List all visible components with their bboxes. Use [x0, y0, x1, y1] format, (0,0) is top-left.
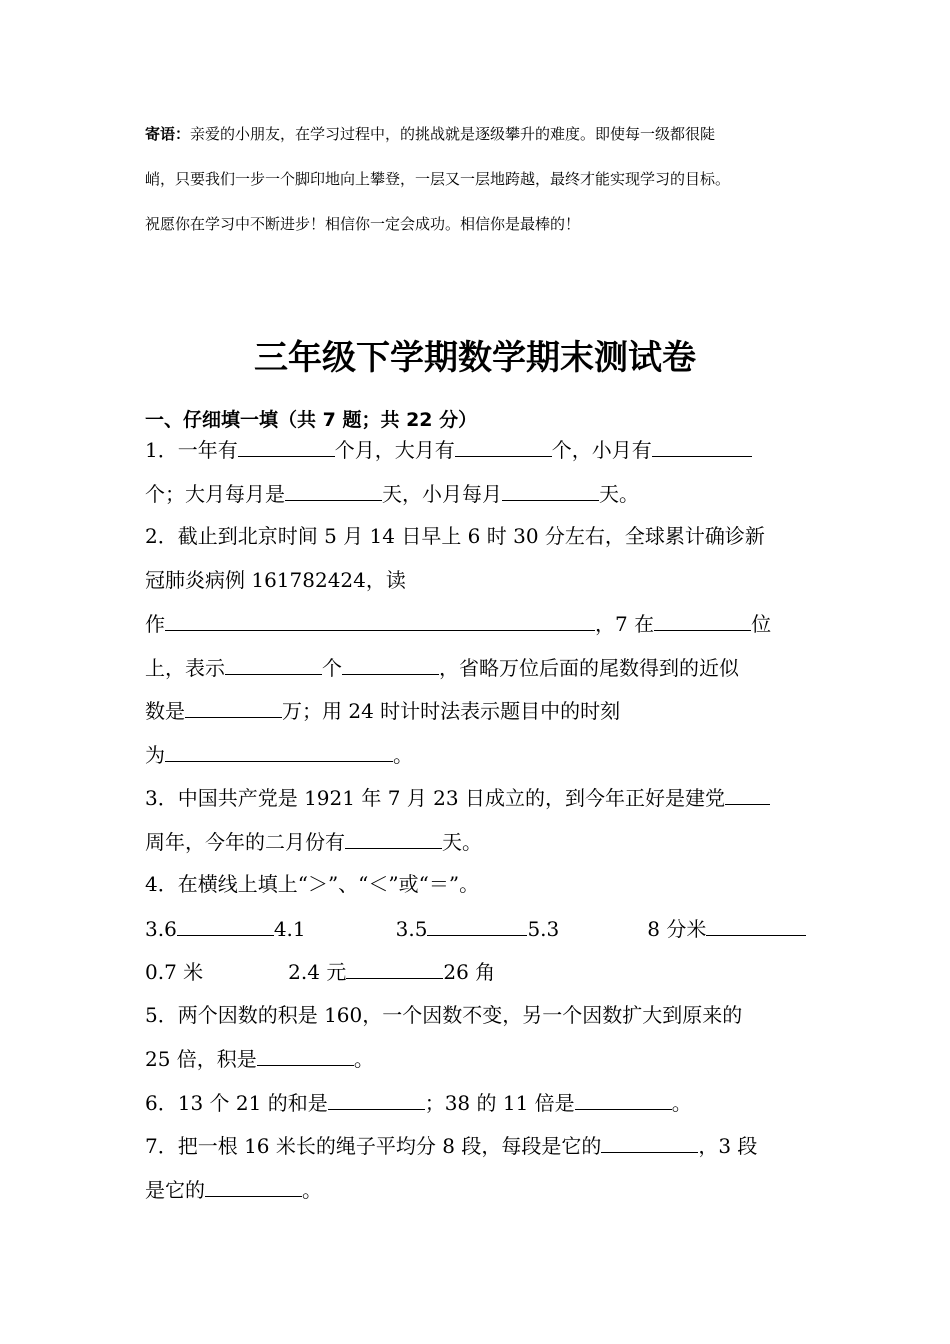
- q1-line-1: [145, 428, 810, 472]
- answer-blank[interactable]: [601, 1124, 698, 1153]
- q5-line-1: 5．两个因数的积是 160，一个因数不变，另一个因数扩大到原来的: [145, 1002, 743, 1027]
- q2-text: 作: [145, 612, 165, 636]
- q2-line-2: 冠肺炎病例 161782424，读: [145, 567, 406, 592]
- answer-blank[interactable]: [165, 733, 393, 762]
- q7-line-2: [145, 1168, 810, 1212]
- q1-text: 1．一年有: [145, 438, 238, 462]
- q4-text: 0.7 米: [145, 960, 204, 984]
- q2-line-4: [145, 646, 810, 690]
- answer-blank[interactable]: [285, 472, 382, 501]
- q5-text: 。: [353, 1047, 374, 1071]
- q1-text: 天，小月每月: [382, 481, 502, 506]
- q1-text: 个月，大月有: [334, 438, 455, 462]
- answer-blank[interactable]: [502, 472, 599, 501]
- q4-text: 2.4 元: [288, 960, 347, 984]
- q4-text: 5.3: [527, 916, 560, 941]
- answer-blank[interactable]: [257, 1037, 354, 1066]
- answer-blank[interactable]: [342, 646, 439, 675]
- preface-line-2: 峭，只要我们一步一个脚印地向上攀登，一层又一层地跨越，最终才能实现学习的目标。: [145, 170, 731, 188]
- answer-blank[interactable]: [706, 907, 806, 936]
- section-heading: 一、仔细填一填（共 7 题；共 22 分）: [145, 409, 478, 431]
- q2-text: 为: [145, 742, 165, 767]
- q1-line-2: [145, 472, 810, 516]
- q2-text: ，7 在: [595, 612, 655, 636]
- q3-line-2: [145, 820, 810, 864]
- q6-text: 6．13 个 21 的和是: [145, 1090, 328, 1115]
- answer-blank[interactable]: [225, 646, 322, 675]
- q1-text: 个，小月有: [551, 438, 652, 462]
- q2-line-6: [145, 733, 810, 777]
- q2-line-3: [145, 602, 810, 646]
- q2-text: ，省略万位后面的尾数得到的近似: [439, 655, 739, 680]
- question-list: [145, 428, 810, 1211]
- q4-text: 4.1: [273, 916, 306, 941]
- q2-text: 位: [751, 612, 772, 636]
- answer-blank[interactable]: [455, 428, 552, 457]
- q2-line-5: [145, 689, 810, 733]
- answer-blank[interactable]: [652, 428, 752, 457]
- q6-line-1: [145, 1081, 810, 1125]
- answer-blank[interactable]: [205, 1168, 302, 1197]
- q2-text: 数是: [145, 699, 185, 723]
- q6-text: ；38 的 11 倍是: [424, 1090, 575, 1115]
- q1-text: 个；大月每月是: [145, 481, 285, 506]
- q3-text: 3．中国共产党是 1921 年 7 月 23 日成立的，到今年正好是建党: [145, 786, 725, 810]
- q7-text: 是它的: [145, 1177, 205, 1202]
- answer-blank[interactable]: [238, 428, 335, 457]
- q2-line-1: 2．截止到北京时间 5 月 14 日早上 6 时 30 分左右，全球累计确诊新: [145, 524, 765, 548]
- answer-blank[interactable]: [575, 1081, 672, 1110]
- preface-text-1: 亲爱的小朋友，在学习过程中，的挑战就是逐级攀升的难度。即使每一级都很陡: [190, 125, 716, 143]
- preface-line-1: [145, 112, 815, 157]
- answer-blank[interactable]: [427, 907, 527, 936]
- answer-blank[interactable]: [345, 820, 442, 849]
- q2-text: 。: [393, 742, 413, 767]
- q4-text: 3.5: [395, 916, 428, 941]
- q5-text: 25 倍，积是: [145, 1047, 257, 1071]
- preface: [145, 112, 815, 247]
- q7-text: ，3 段: [698, 1134, 758, 1158]
- answer-blank[interactable]: [654, 602, 751, 631]
- preface-label: 寄语：: [145, 125, 191, 143]
- q5-line-2: [145, 1037, 810, 1081]
- q7-line-1: [145, 1124, 810, 1168]
- q2-text: 上，表示: [145, 655, 225, 680]
- answer-blank[interactable]: [177, 907, 274, 936]
- page-title: 三年级下学期数学期末测试卷: [254, 338, 696, 378]
- answer-blank[interactable]: [165, 602, 595, 631]
- answer-blank[interactable]: [346, 950, 443, 979]
- preface-line-3: 祝愿你在学习中不断进步！相信你一定会成功。相信你是最棒的！: [145, 215, 581, 233]
- q7-text: 7．把一根 16 米长的绳子平均分 8 段，每段是它的: [145, 1134, 602, 1158]
- answer-blank[interactable]: [725, 776, 770, 805]
- q3-line-1: [145, 776, 810, 820]
- q4-text: 26 角: [443, 960, 496, 984]
- q1-text: 天。: [599, 481, 639, 506]
- q4-line-2: [145, 907, 810, 951]
- q4-line-1: 4．在横线上填上“＞”、“＜”或“＝”。: [145, 872, 480, 896]
- q6-text: 。: [671, 1090, 692, 1115]
- q2-text: 万；用 24 时计时法表示题目中的时刻: [282, 699, 621, 723]
- q7-text: 。: [302, 1177, 322, 1202]
- q4-line-3: [145, 950, 810, 994]
- q4-text: 3.6: [145, 916, 177, 941]
- q3-text: 周年，今年的二月份有: [145, 829, 345, 854]
- q3-text: 天。: [442, 829, 482, 854]
- q2-text: 个: [322, 655, 342, 680]
- q4-text: 8 分米: [647, 916, 707, 941]
- answer-blank[interactable]: [185, 689, 282, 718]
- answer-blank[interactable]: [328, 1081, 425, 1110]
